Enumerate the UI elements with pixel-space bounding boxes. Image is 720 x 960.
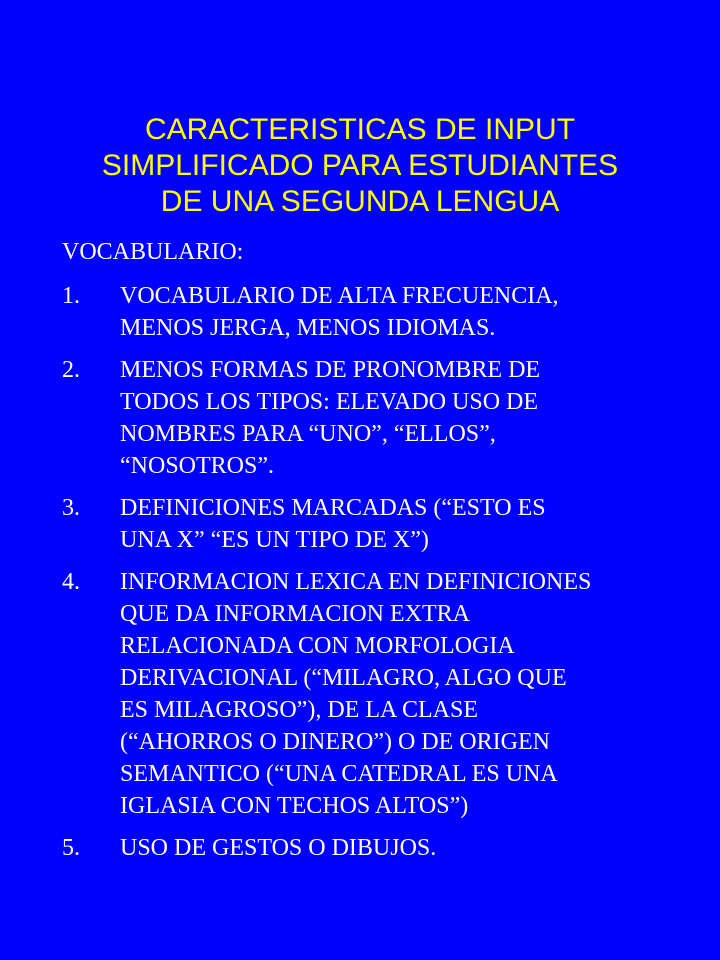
title-line: SIMPLIFICADO PARA ESTUDIANTES bbox=[101, 149, 619, 182]
list-number: 2. bbox=[62, 357, 80, 383]
slide-body bbox=[62, 236, 702, 874]
list-item bbox=[62, 492, 702, 556]
list-item-line: MENOS FORMAS DE PRONOMBRE DE bbox=[120, 357, 541, 383]
list-item-line: MENOS JERGA, MENOS IDIOMAS. bbox=[120, 315, 496, 341]
list-item-line: USO DE GESTOS O DIBUJOS. bbox=[120, 835, 437, 861]
list-item-line: TODOS LOS TIPOS: ELEVADO USO DE bbox=[120, 389, 539, 415]
list-item-line: UNA X” “ES UN TIPO DE X”) bbox=[120, 527, 429, 553]
list-item bbox=[62, 354, 702, 482]
list-item-line: “NOSOTROS”. bbox=[120, 453, 274, 479]
title-line: DE UNA SEGUNDA LENGUA bbox=[160, 185, 560, 218]
list-number: 1. bbox=[62, 283, 80, 309]
list-item-line: ES MILAGROSO”), DE LA CLASE bbox=[120, 697, 478, 723]
list-item bbox=[62, 566, 702, 822]
list-item-line: INFORMACION LEXICA EN DEFINICIONES bbox=[120, 569, 592, 595]
list-item-line: DEFINICIONES MARCADAS (“ESTO ES bbox=[120, 495, 546, 521]
list-item-line: SEMANTICO (“UNA CATEDRAL ES UNA bbox=[120, 761, 558, 787]
list-item-line: VOCABULARIO DE ALTA FRECUENCIA, bbox=[120, 283, 559, 309]
list-item-line: (“AHORROS O DINERO”) O DE ORIGEN bbox=[120, 729, 550, 755]
list-item-line: NOMBRES PARA “UNO”, “ELLOS”, bbox=[120, 421, 496, 447]
title-line: CARACTERISTICAS DE INPUT bbox=[144, 113, 576, 146]
list-number: 3. bbox=[62, 495, 80, 521]
list-number: 4. bbox=[62, 569, 80, 595]
section-heading: VOCABULARIO: bbox=[62, 239, 244, 265]
list-item-line: QUE DA INFORMACION EXTRA bbox=[120, 601, 471, 627]
list-item bbox=[62, 832, 702, 864]
slide-title bbox=[40, 112, 680, 220]
list-item-line: IGLASIA CON TECHOS ALTOS”) bbox=[120, 793, 469, 819]
list-item bbox=[62, 280, 702, 344]
list-number: 5. bbox=[62, 835, 80, 861]
list-item-line: RELACIONADA CON MORFOLOGIA bbox=[120, 633, 515, 659]
list-item-line: DERIVACIONAL (“MILAGRO, ALGO QUE bbox=[120, 665, 567, 691]
